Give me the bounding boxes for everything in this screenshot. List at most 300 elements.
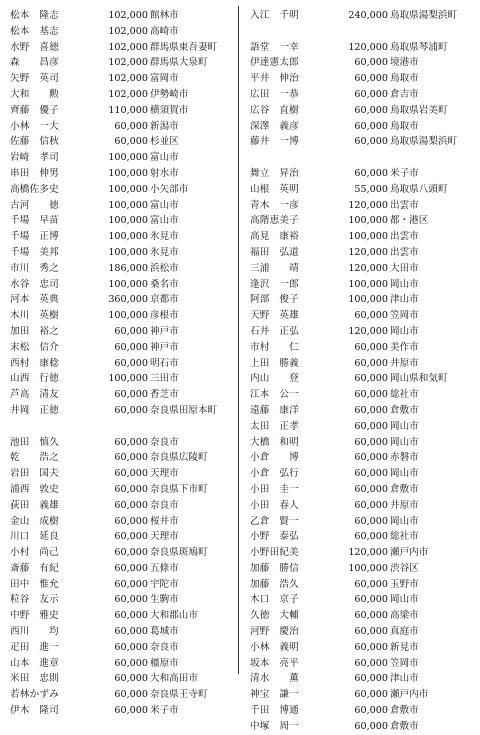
donation-row	[250, 419, 476, 435]
donation-row	[250, 308, 476, 324]
donation-row	[250, 356, 476, 372]
donation-amount: 60,000	[354, 515, 388, 527]
donation-row	[10, 671, 236, 687]
donation-row	[10, 466, 236, 482]
donation-amount: 60,000	[354, 468, 388, 480]
donor-name: 広谷 直樹	[250, 104, 299, 116]
donor-city: 岡山市	[390, 278, 419, 290]
donation-row	[10, 687, 236, 703]
donation-row	[10, 656, 236, 672]
donation-row	[10, 213, 236, 229]
donor-city: 富山市	[150, 215, 179, 227]
donor-city: 彦根市	[150, 310, 179, 322]
donation-amount: 60,000	[114, 468, 148, 480]
donation-row	[250, 213, 476, 229]
donor-name: 舞立 昇治	[250, 167, 299, 179]
donor-name: 深澤 義彦	[250, 120, 299, 132]
donor-name: 小村 尚己	[10, 547, 59, 559]
donation-amount: 100,000	[348, 294, 388, 306]
donation-amount: 60,000	[114, 120, 148, 132]
donor-name: 木口 京子	[250, 594, 299, 606]
donation-amount: 60,000	[114, 483, 148, 495]
donation-amount: 60,000	[354, 436, 388, 448]
donation-amount: 60,000	[354, 499, 388, 511]
donor-name: 浦西 敦史	[10, 483, 59, 495]
donor-city: 総社市	[390, 389, 419, 401]
donation-amount: 60,000	[114, 689, 148, 701]
donor-name: 小林 義明	[250, 641, 299, 653]
donor-name: 齊藤 優子	[10, 104, 59, 116]
donation-amount: 60,000	[354, 610, 388, 622]
donation-row	[10, 640, 236, 656]
donation-amount: 60,000	[354, 357, 388, 369]
donation-row	[250, 134, 476, 150]
donation-amount: 102,000	[108, 41, 148, 53]
donor-name: 大和 勲	[10, 88, 59, 100]
donor-name: 疋田 進一	[10, 641, 59, 653]
donor-name: 伊達憲太郎	[250, 57, 299, 69]
donor-city: 倉敷市	[390, 705, 419, 717]
donation-row	[250, 656, 476, 672]
donor-city: 群馬県大泉町	[150, 57, 208, 69]
donor-name: 清水 薫	[250, 673, 299, 685]
donation-row	[250, 450, 476, 466]
donor-name: 広田 一恭	[250, 88, 299, 100]
donation-row	[250, 592, 476, 608]
donation-amount: 100,000	[348, 562, 388, 574]
donor-name: 乙倉 賢一	[250, 515, 299, 527]
donor-name: 高橋佐多史	[10, 183, 59, 195]
donation-amount: 60,000	[354, 420, 388, 432]
donor-city: 鳥取県岩美町	[390, 104, 448, 116]
donation-amount: 60,000	[114, 641, 148, 653]
donor-city: 出雲市	[390, 199, 419, 211]
donation-amount: 60,000	[354, 578, 388, 590]
donor-name: 池田 慎久	[10, 436, 59, 448]
donation-amount: 120,000	[348, 262, 388, 274]
donation-row	[250, 229, 476, 245]
donor-city: 渋谷区	[390, 562, 419, 574]
donor-name: 中塚 周一	[250, 720, 299, 732]
donor-city: 奈良県田原本町	[150, 404, 218, 416]
donor-city: 宇陀市	[150, 578, 179, 590]
donation-amount: 60,000	[114, 531, 148, 543]
donor-name: 上田 勝義	[250, 357, 299, 369]
donor-city: 館林市	[150, 10, 179, 21]
donor-city: 倉敷市	[390, 483, 419, 495]
donation-amount: 100,000	[108, 310, 148, 322]
donor-city: 高崎市	[150, 25, 179, 37]
donor-name: 水野 喜徳	[10, 41, 59, 53]
donor-name: 芦高 清友	[10, 389, 59, 401]
donation-row	[10, 545, 236, 561]
donation-row	[10, 134, 236, 150]
donation-amount: 60,000	[114, 404, 148, 416]
donor-name: 西川 均	[10, 626, 59, 638]
donor-name: 川口 延良	[10, 531, 59, 543]
donor-city: 津山市	[390, 294, 419, 306]
donation-amount: 102,000	[108, 25, 148, 37]
donation-row	[10, 529, 236, 545]
donation-amount: 60,000	[354, 705, 388, 717]
donor-name: 太田 正孝	[250, 420, 299, 432]
donor-name: 岩田 国夫	[10, 468, 59, 480]
donor-city: 富山市	[150, 199, 179, 211]
donor-name: 山西 行徳	[10, 373, 59, 385]
donation-row	[10, 261, 236, 277]
donation-row	[10, 450, 236, 466]
donor-city: 杉並区	[150, 136, 179, 148]
donation-amount: 102,000	[108, 10, 148, 21]
donation-amount: 60,000	[354, 104, 388, 116]
donation-row	[10, 292, 236, 308]
donation-amount: 60,000	[354, 531, 388, 543]
donation-row	[250, 198, 476, 214]
donation-row	[250, 703, 476, 719]
donation-row	[250, 71, 476, 87]
donation-row	[10, 308, 236, 324]
donation-amount: 120,000	[348, 246, 388, 258]
donation-row	[250, 277, 476, 293]
donor-city: 奈良県下市町	[150, 483, 208, 495]
donor-name: 逢沢 一郎	[250, 278, 299, 290]
donation-row	[250, 119, 476, 135]
donation-amount: 240,000	[348, 10, 388, 21]
donation-amount: 60,000	[354, 88, 388, 100]
donor-city: 真庭市	[390, 626, 419, 638]
donation-amount: 60,000	[354, 167, 388, 179]
donor-name: 入江 千明	[250, 10, 299, 21]
donation-row	[10, 119, 236, 135]
donor-city: 倉敷市	[390, 404, 419, 416]
donation-amount: 100,000	[108, 278, 148, 290]
donor-city: 富岡市	[150, 73, 179, 85]
donor-city: 天理市	[150, 531, 179, 543]
donor-city: 津山市	[390, 673, 419, 685]
donation-row	[250, 687, 476, 703]
donor-name: 天野 英雄	[250, 310, 299, 322]
donation-row	[10, 592, 236, 608]
donor-name: 小林 一大	[10, 120, 59, 132]
donor-name: 田中 惟允	[10, 578, 59, 590]
donation-row	[10, 435, 236, 451]
donor-name: 福田 弘道	[250, 246, 299, 258]
donation-amount: 60,000	[354, 657, 388, 669]
donor-city: 岡山市	[390, 325, 419, 337]
donor-name: 千場 早苗	[10, 215, 59, 227]
donor-city: 倉吉市	[390, 88, 419, 100]
donation-amount: 100,000	[348, 231, 388, 243]
donor-name: 若林かずみ	[10, 689, 59, 701]
donation-row	[250, 166, 476, 182]
donation-row	[10, 624, 236, 640]
donor-city: 鳥取県八頭町	[390, 183, 448, 195]
donor-city: 笠岡市	[390, 657, 419, 669]
donation-amount: 60,000	[354, 73, 388, 85]
donation-amount: 60,000	[114, 389, 148, 401]
donation-amount: 110,000	[108, 104, 148, 116]
donation-amount: 60,000	[354, 341, 388, 353]
donor-city: 岡山県和気町	[390, 373, 448, 385]
left-column	[10, 8, 236, 719]
donation-row	[250, 340, 476, 356]
column-divider	[238, 6, 239, 674]
donation-row	[250, 261, 476, 277]
donor-city: 出雲市	[390, 246, 419, 258]
donation-amount: 60,000	[114, 547, 148, 559]
donor-city: 三田市	[150, 373, 179, 385]
donor-name: 斎藤 有紀	[10, 562, 59, 574]
donation-amount: 60,000	[354, 389, 388, 401]
donation-row	[10, 40, 236, 56]
donation-row	[10, 608, 236, 624]
donation-amount: 60,000	[114, 341, 148, 353]
donation-row	[250, 608, 476, 624]
donation-amount: 60,000	[354, 452, 388, 464]
donor-name: 加藤 勝信	[250, 562, 299, 574]
donation-amount: 60,000	[114, 357, 148, 369]
donor-city: 京都市	[150, 294, 179, 306]
donation-amount: 60,000	[354, 641, 388, 653]
donor-city: 氷見市	[150, 231, 179, 243]
donor-city: 境港市	[390, 57, 419, 69]
donor-name: 高階恵美子	[250, 215, 299, 227]
donation-amount: 60,000	[114, 578, 148, 590]
donor-name: 内山 登	[250, 373, 299, 385]
donor-city: 鳥取県湯梨浜町	[390, 10, 458, 21]
donor-name: 石井 正弘	[250, 325, 299, 337]
donor-city: 香芝市	[150, 389, 179, 401]
donor-name: 小倉 博	[250, 452, 299, 464]
donation-amount: 102,000	[108, 88, 148, 100]
donor-city: 明石市	[150, 357, 179, 369]
donor-name: 市村 仁	[250, 341, 299, 353]
donation-row	[10, 561, 236, 577]
donation-amount: 60,000	[114, 499, 148, 511]
donor-name: 加藤 浩久	[250, 578, 299, 590]
donor-city: 岡山市	[390, 420, 419, 432]
donation-amount: 100,000	[108, 152, 148, 164]
donor-name: 小野 泰弘	[250, 531, 299, 543]
donation-row	[250, 40, 476, 56]
donor-city: 小矢部市	[150, 183, 189, 195]
donor-city: 米子市	[150, 705, 179, 717]
donation-amount: 60,000	[354, 594, 388, 606]
donation-row	[250, 561, 476, 577]
donation-row	[10, 703, 236, 719]
donor-city: 高梁市	[390, 610, 419, 622]
donation-amount: 60,000	[354, 310, 388, 322]
donor-name: 山根 英明	[250, 183, 299, 195]
donor-name: 千場 美邦	[10, 246, 59, 258]
donor-name: 松本 隆志	[10, 10, 59, 21]
donor-name: 乾 浩之	[10, 452, 59, 464]
donor-city: 倉敷市	[390, 720, 419, 732]
donation-amount: 60,000	[354, 626, 388, 638]
donation-row	[10, 24, 236, 40]
donation-amount: 100,000	[108, 231, 148, 243]
donor-city: 桑名市	[150, 278, 179, 290]
donor-name: 河本 英典	[10, 294, 59, 306]
donation-amount: 60,000	[114, 657, 148, 669]
donor-city: 大和郡山市	[150, 610, 198, 622]
donor-city: 赤磐市	[390, 452, 419, 464]
donation-amount: 60,000	[354, 57, 388, 69]
donation-row	[10, 340, 236, 356]
donor-name: 久徳 大輔	[250, 610, 299, 622]
donor-name: 平井 伸治	[250, 73, 299, 85]
donor-name: 神宝 謙一	[250, 689, 299, 701]
donor-city: 奈良市	[150, 641, 179, 653]
donor-name: 河野 慶治	[250, 626, 299, 638]
donation-amount: 60,000	[114, 515, 148, 527]
donation-amount: 60,000	[114, 436, 148, 448]
blank-line	[10, 419, 236, 435]
donor-name: 金山 成樹	[10, 515, 59, 527]
donor-city: 新潟市	[150, 120, 179, 132]
donor-name: 市川 秀之	[10, 262, 59, 274]
donor-city: 群馬県東吾妻町	[150, 41, 218, 53]
donation-amount: 60,000	[354, 136, 388, 148]
donor-city: 奈良県斑鳩町	[150, 547, 208, 559]
donor-city: 桜井市	[150, 515, 179, 527]
donor-city: 総社市	[390, 531, 419, 543]
donation-row	[250, 545, 476, 561]
donor-name: 三浦 靖	[250, 262, 299, 274]
donation-amount: 60,000	[114, 452, 148, 464]
donation-row	[250, 103, 476, 119]
donor-name: 加田 裕之	[10, 325, 59, 337]
donation-amount: 60,000	[114, 136, 148, 148]
donor-city: 氷見市	[150, 246, 179, 258]
donation-amount: 100,000	[108, 183, 148, 195]
donation-row	[10, 166, 236, 182]
donor-name: 中野 雅史	[10, 610, 59, 622]
donor-city: 井原市	[390, 357, 419, 369]
donor-name: 伊木 隆司	[10, 705, 59, 717]
donor-name: 坂本 亮平	[250, 657, 299, 669]
donor-city: 伊勢崎市	[150, 88, 189, 100]
donation-row	[250, 55, 476, 71]
donation-amount: 120,000	[348, 325, 388, 337]
donor-city: 五條市	[150, 562, 179, 574]
donor-city: 橿原市	[150, 657, 179, 669]
donation-row	[250, 435, 476, 451]
donation-row	[250, 624, 476, 640]
donation-amount: 60,000	[354, 404, 388, 416]
donation-amount: 100,000	[108, 199, 148, 211]
donation-row	[250, 324, 476, 340]
donor-name: 山本 進章	[10, 657, 59, 669]
right-column	[250, 8, 476, 735]
donor-city: 岡山市	[390, 515, 419, 527]
donation-row	[10, 198, 236, 214]
donation-row	[250, 577, 476, 593]
donor-name: 井岡 正徳	[10, 404, 59, 416]
donation-amount: 186,000	[108, 262, 148, 274]
donation-row	[250, 466, 476, 482]
donor-name: 小野田紀美	[250, 547, 299, 559]
donor-name: 語堂 一幸	[250, 41, 299, 53]
donation-row	[10, 150, 236, 166]
donor-city: 横須賀市	[150, 104, 189, 116]
donation-amount: 60,000	[114, 594, 148, 606]
donor-name: 阿部 俊子	[250, 294, 299, 306]
donor-city: 奈良市	[150, 436, 179, 448]
donation-row	[250, 671, 476, 687]
donation-row	[250, 529, 476, 545]
donor-city: 奈良県広陵町	[150, 452, 208, 464]
donor-city: 天理市	[150, 468, 179, 480]
donation-row	[10, 55, 236, 71]
donor-name: 水谷 忠司	[10, 278, 59, 290]
donation-row	[10, 387, 236, 403]
donor-city: 大和高田市	[150, 673, 198, 685]
donation-amount: 120,000	[348, 547, 388, 559]
donation-row	[250, 8, 476, 24]
donor-city: 井原市	[390, 499, 419, 511]
donor-name: 岩崎 孝司	[10, 152, 59, 164]
donor-name: 青木 一彦	[250, 199, 299, 211]
donor-city: 浜松市	[150, 262, 179, 274]
donor-city: 神戸市	[150, 325, 179, 337]
donor-city: 玉野市	[390, 578, 419, 590]
donor-city: 美作市	[390, 341, 419, 353]
donor-name: 松本 基志	[10, 25, 59, 37]
donation-row	[250, 498, 476, 514]
donor-city: 葛城市	[150, 626, 179, 638]
donor-name: 小田 圭一	[250, 483, 299, 495]
donation-amount: 60,000	[354, 720, 388, 732]
donation-row	[250, 292, 476, 308]
donation-amount: 360,000	[108, 294, 148, 306]
donation-amount: 60,000	[354, 120, 388, 132]
donor-name: 串田 伸男	[10, 167, 59, 179]
donor-city: 生駒市	[150, 594, 179, 606]
donor-city: 鳥取市	[390, 120, 419, 132]
donation-row	[10, 182, 236, 198]
donation-amount: 100,000	[108, 215, 148, 227]
donation-row	[250, 371, 476, 387]
donation-row	[250, 640, 476, 656]
donation-row	[250, 403, 476, 419]
donation-row	[250, 245, 476, 261]
donor-name: 荻田 義雄	[10, 499, 59, 511]
donor-name: 木川 英樹	[10, 310, 59, 322]
donation-amount: 102,000	[108, 57, 148, 69]
donor-city: 笠岡市	[390, 310, 419, 322]
donation-row	[10, 103, 236, 119]
donation-row	[10, 8, 236, 24]
donation-amount: 100,000	[108, 246, 148, 258]
donor-city: 射水市	[150, 167, 179, 179]
donation-row	[10, 87, 236, 103]
donor-name: 森 昌彦	[10, 57, 59, 69]
donor-name: 矢野 英司	[10, 73, 59, 85]
donation-row	[10, 245, 236, 261]
donation-row	[10, 71, 236, 87]
donation-row	[250, 182, 476, 198]
donor-city: 瀬戸内市	[390, 547, 429, 559]
donor-name: 千場 正博	[10, 231, 59, 243]
donation-amount: 60,000	[354, 673, 388, 685]
donation-amount: 102,000	[108, 73, 148, 85]
donor-name: 江本 公一	[250, 389, 299, 401]
donor-name: 米田 忠則	[10, 673, 59, 685]
donation-amount: 100,000	[348, 278, 388, 290]
blank-line	[250, 150, 476, 166]
donor-city: 鳥取県琴浦町	[390, 41, 448, 53]
